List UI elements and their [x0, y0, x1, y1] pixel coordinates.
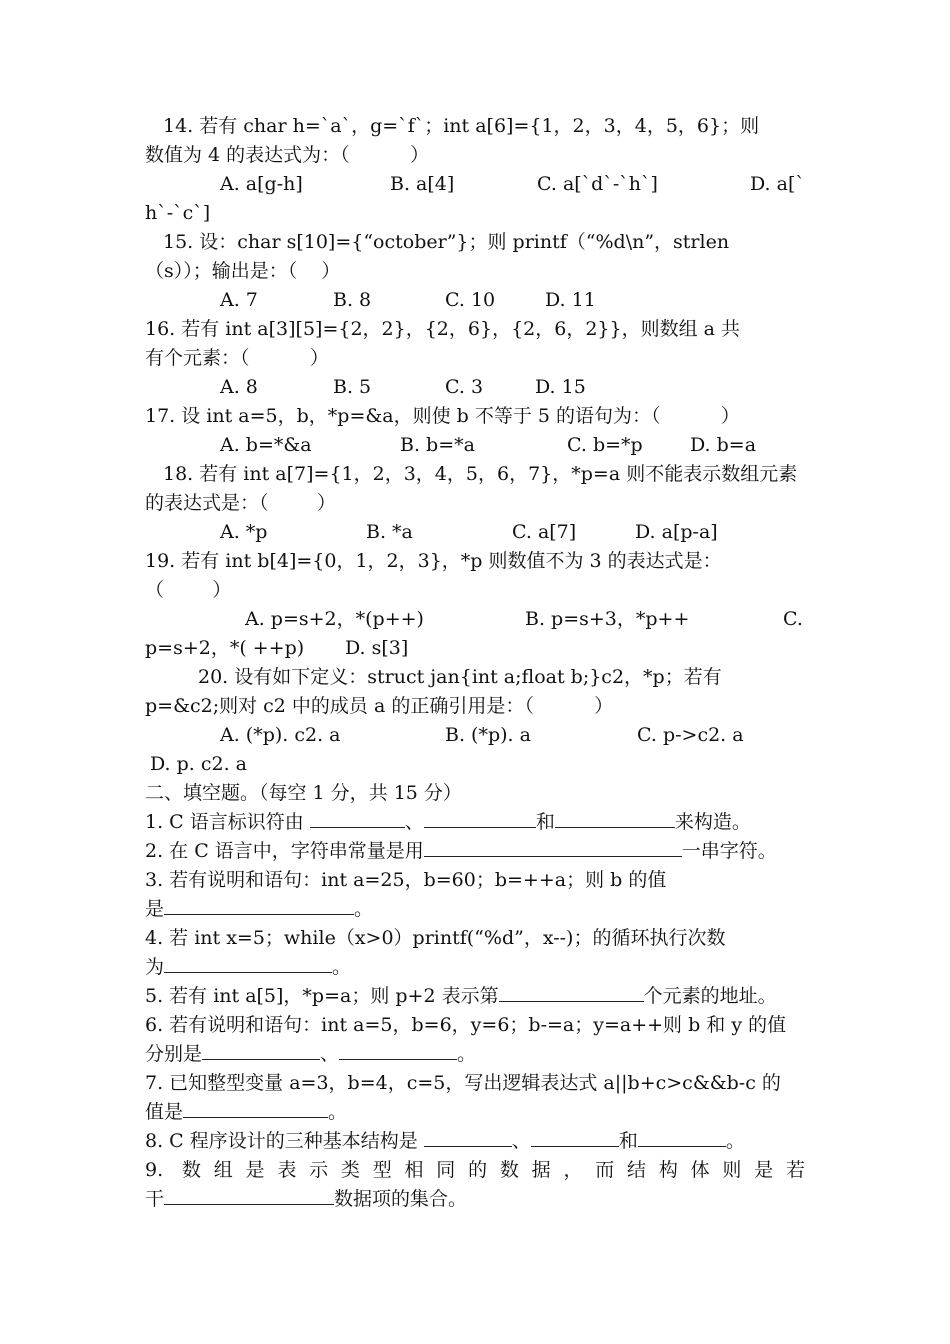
fill9-blank1[interactable]: [164, 1185, 334, 1205]
fill9-end: 数据项的集合。: [334, 1188, 468, 1210]
fill6-text: 分别是: [145, 1043, 203, 1065]
fill3-line1: 3. 若有说明和语句：int a=25，b=60；b=++a；则 b 的值: [145, 869, 667, 891]
q19-line1: 19. 若有 int b[4]={0，1，2，3}，*p 则数值不为 3 的表达式是：: [145, 550, 722, 572]
fill2-line: [145, 837, 777, 866]
q15-option-a: A. 7: [220, 289, 258, 311]
fill8-line: [145, 1127, 745, 1156]
q14-line2: 数值为 4 的表达式为：（ ）: [145, 144, 430, 166]
fill3-end: 。: [354, 898, 374, 920]
q20-line1: 20. 设有如下定义：struct jan{int a;float b;}c2，*p；若有: [198, 666, 722, 688]
fill3-blank1[interactable]: [164, 895, 354, 915]
fill1-end: 来构造。: [674, 811, 751, 833]
fill4-line1: 4. 若 int x=5；while（x>0）printf(“%d”，x--)；的循环执行次数: [145, 927, 726, 949]
q16-option-c: C. 3: [445, 376, 484, 398]
q14-line4: h`-`c`]: [145, 202, 211, 224]
fill3-line2: [145, 895, 373, 924]
fill5-end: 个元素的地址。: [643, 985, 777, 1007]
fill2-blank1[interactable]: [424, 837, 682, 857]
fill6-sep: 、: [320, 1043, 340, 1065]
q15-line2: （s））；输出是：（ ）: [145, 260, 341, 282]
fill8-and: 和: [618, 1130, 638, 1152]
q19-option-a: A. p=s+2，*(p++): [245, 608, 424, 630]
q18-option-d: D. a[p-a]: [635, 521, 718, 543]
q15-line1: 15. 设：char s[10]={“october”}；则 printf（“%d\n”，strlen: [163, 231, 730, 253]
fill7-line1: 7. 已知整型变量 a=3，b=4，c=5，写出逻辑表达式 a||b+c>c&&b-c 的: [145, 1072, 781, 1094]
q16-option-b: B. 5: [333, 376, 372, 398]
fill4-text: 为: [145, 956, 165, 978]
fill8-end: 。: [725, 1130, 745, 1152]
q14-line1: 14. 若有 char h=`a`，g=`f`；int a[6]={1，2，3，4，5，6}；则: [163, 115, 760, 137]
fill4-line2: [145, 953, 351, 982]
fill8-blank2[interactable]: [531, 1127, 619, 1147]
q18-line2: 的表达式是：（ ）: [145, 492, 336, 514]
q18-option-b: B. *a: [366, 521, 413, 543]
fill6-line1: 6. 若有说明和语句：int a=5，b=6，y=6；b-=a；y=a++则 b 和 y 的值: [145, 1014, 787, 1036]
q17-option-c: C. b=*p: [567, 434, 643, 456]
fill4-end: 。: [332, 956, 352, 978]
fill1-sep: 、: [404, 811, 424, 833]
fill3-text: 是: [145, 898, 165, 920]
fill6-blank1[interactable]: [202, 1040, 320, 1060]
fill7-line2: [145, 1098, 347, 1127]
fill8-sep: 、: [511, 1130, 531, 1152]
fill9-line1: 9. 数组是表示类型相同的数据，而结构体则是若: [145, 1159, 805, 1181]
q14-option-c: C. a[`d`-`h`]: [537, 173, 658, 195]
fill1-blank1[interactable]: [310, 808, 405, 828]
fill8-blank3[interactable]: [638, 1127, 726, 1147]
fill8-blank1[interactable]: [424, 1127, 512, 1147]
q20-line2: p=&c2;则对 c2 中的成员 a 的正确引用是：（ ）: [145, 695, 614, 717]
fill7-text: 值是: [145, 1101, 184, 1123]
q15-option-b: B. 8: [333, 289, 372, 311]
q19-line2: （ ）: [145, 579, 232, 601]
section2-heading: 二、填空题。（每空 1 分，共 15 分）: [145, 782, 462, 804]
fill9-text: 干: [145, 1188, 165, 1210]
q19-option-b: B. p=s+3，*p++: [525, 608, 690, 630]
q18-option-c: C. a[7]: [512, 521, 577, 543]
fill1-blank3[interactable]: [555, 808, 675, 828]
q17-option-a: A. b=*&a: [220, 434, 312, 456]
fill1-text: 1. C 语言标识符由: [145, 811, 304, 833]
q19-line4: p=s+2，*( ++p): [145, 637, 305, 659]
q20-option-a: A. (*p). c2. a: [220, 724, 341, 746]
q16-option-a: A. 8: [220, 376, 258, 398]
q15-option-c: C. 10: [445, 289, 496, 311]
q17-option-d: D. b=a: [690, 434, 757, 456]
fill2-text: 2. 在 C 语言中，字符串常量是用: [145, 840, 424, 862]
fill1-blank2[interactable]: [424, 808, 536, 828]
q19-option-d: D. s[3]: [345, 637, 409, 659]
fill4-blank1[interactable]: [164, 953, 332, 973]
fill1-line: [145, 808, 751, 837]
q16-option-d: D. 15: [535, 376, 586, 398]
q20-option-c: C. p->c2. a: [637, 724, 744, 746]
q18-option-a: A. *p: [220, 521, 268, 543]
fill7-blank1[interactable]: [183, 1098, 328, 1118]
fill6-end: 。: [457, 1043, 477, 1065]
q16-line1: 16. 若有 int a[3][5]={2，2}，{2，6}，{2，6，2}}，则数组 a 共: [145, 318, 741, 340]
q20-option-d: D. p. c2. a: [150, 753, 248, 775]
q17-option-b: B. b=*a: [400, 434, 475, 456]
q17-line1: 17. 设 int a=5，b，*p=&a，则使 b 不等于 5 的语句为：（ ）: [145, 405, 740, 427]
fill5-blank1[interactable]: [499, 982, 644, 1002]
fill2-end: 一串字符。: [681, 840, 777, 862]
q14-option-b: B. a[4]: [390, 173, 455, 195]
q15-option-d: D. 11: [545, 289, 596, 311]
q19-option-c: C.: [783, 608, 803, 630]
q14-option-d: D. a[`: [750, 173, 805, 195]
fill1-and: 和: [535, 811, 555, 833]
fill9-line2: [145, 1185, 467, 1214]
fill5-text: 5. 若有 int a[5]，*p=a；则 p+2 表示第: [145, 985, 499, 1007]
q18-line1: 18. 若有 int a[7]={1，2，3，4，5，6，7}，*p=a 则不能表示数组元素: [163, 463, 798, 485]
q16-line2: 有个元素：（ ）: [145, 347, 329, 369]
q20-option-b: B. (*p). a: [445, 724, 531, 746]
fill8-text: 8. C 程序设计的三种基本结构是: [145, 1130, 418, 1152]
fill6-line2: [145, 1040, 476, 1069]
q14-option-a: A. a[g-h]: [220, 173, 303, 195]
fill7-end: 。: [328, 1101, 348, 1123]
fill6-blank2[interactable]: [339, 1040, 457, 1060]
fill5-line: [145, 982, 777, 1011]
